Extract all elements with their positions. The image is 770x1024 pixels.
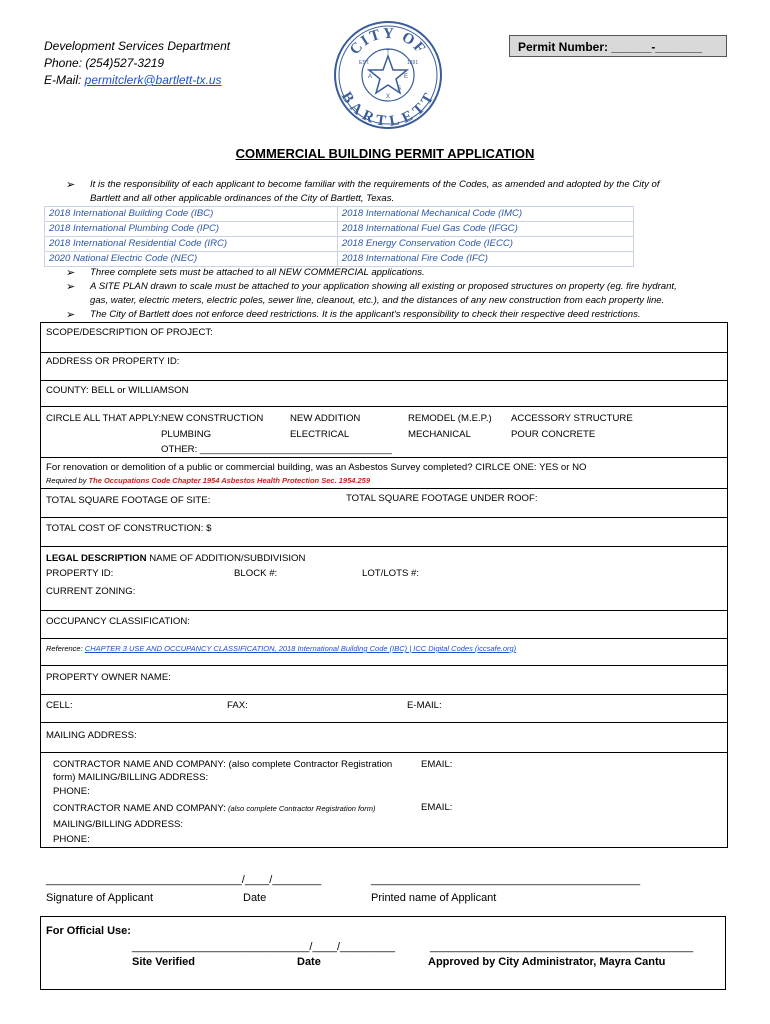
codes-table xyxy=(44,206,634,267)
asbestos-code-reference: The Occupations Code Chapter 1954 Asbestos Health Protection Sec. 1954.259 xyxy=(88,476,371,485)
scope-label[interactable]: SCOPE/DESCRIPTION OF PROJECT: xyxy=(46,327,213,338)
contractor1-email-label[interactable]: EMAIL: xyxy=(421,759,453,770)
option-electrical[interactable]: ELECTRICAL xyxy=(290,429,350,440)
property-owner-label[interactable]: PROPERTY OWNER NAME: xyxy=(46,672,171,683)
divider xyxy=(40,610,728,611)
department-name: Development Services Department xyxy=(44,39,231,53)
signature-label: Signature of Applicant xyxy=(46,892,154,904)
approved-by-label: Approved by City Administrator, Mayra Cantu xyxy=(428,956,666,968)
deed-note: The City of Bartlett does not enforce deed restrictions. It is the applicant's responsibility to check their respective deed restrictions. xyxy=(90,309,641,320)
table-row xyxy=(45,252,634,267)
option-plumbing[interactable]: PLUMBING xyxy=(161,429,212,440)
circle-label: CIRCLE ALL THAT APPLY: xyxy=(46,413,162,424)
option-remodel[interactable]: REMODEL (M.E.P.) xyxy=(408,413,492,424)
occupancy-label[interactable]: OCCUPANCY CLASSIFICATION: xyxy=(46,616,190,627)
approval-line[interactable]: ___________________________________________ xyxy=(430,941,694,953)
permit-number-field[interactable]: Permit Number: ______-_______ xyxy=(509,35,727,57)
divider xyxy=(40,694,728,695)
site-plan-note-1: A SITE PLAN drawn to scale must be attached to your application showing all existing or proposed structures on property (eg. fire hydrant, xyxy=(90,281,677,292)
bullet-arrow-icon: ➢ xyxy=(66,179,76,191)
contractor2-email-label[interactable]: EMAIL: xyxy=(421,802,453,813)
table-row xyxy=(45,222,634,237)
code-cell: 2018 International Fuel Gas Code (IFGC) xyxy=(337,222,633,237)
table-row xyxy=(45,207,634,222)
current-zoning-label[interactable]: CURRENT ZONING: xyxy=(46,586,136,597)
printed-name-label: Printed name of Applicant xyxy=(371,892,497,904)
star-icon xyxy=(369,56,407,93)
code-cell: 2018 International Building Code (IBC) xyxy=(45,207,338,222)
city-seal-logo xyxy=(333,20,443,130)
divider xyxy=(40,352,728,353)
divider xyxy=(40,847,728,848)
icc-reference-link[interactable]: CHAPTER 3 USE AND OCCUPANCY CLASSIFICATION, 2018 International Building Code (IBC) | ICC Digital Codes (iccsafe.org) xyxy=(84,644,517,653)
table-row xyxy=(45,237,634,252)
seal-letter-t: T xyxy=(386,50,390,56)
fax-label[interactable]: FAX: xyxy=(227,700,248,711)
seal-bottom-text: BARTLETT xyxy=(337,89,439,130)
intro-text-2: Bartlett and all other applicable ordinances of the City of Bartlett, Texas. xyxy=(90,193,395,204)
occupancy-reference: Reference: CHAPTER 3 USE AND OCCUPANCY CLASSIFICATION, 2018 International Building Code (IBC) | ICC Digital Codes (iccsafe.org) xyxy=(46,644,517,653)
intro-text-1: It is the responsibility of each applicant to become familiar with the requirements of the Codes, as amended and adopted by the City of xyxy=(90,179,660,190)
legal-description-label: LEGAL DESCRIPTION NAME OF ADDITION/SUBDIVISION xyxy=(46,553,306,564)
divider xyxy=(40,638,728,639)
county-label[interactable]: COUNTY: BELL or WILLIAMSON xyxy=(46,385,189,396)
option-other[interactable]: OTHER: ____________________________________ xyxy=(161,444,392,455)
divider xyxy=(40,322,728,323)
divider xyxy=(40,457,728,458)
phone-number: Phone: (254)527-3219 xyxy=(44,56,165,70)
code-cell: 2018 International Plumbing Code (IPC) xyxy=(45,222,338,237)
option-new-addition[interactable]: NEW ADDITION xyxy=(290,413,361,424)
option-pour-concrete[interactable]: POUR CONCRETE xyxy=(511,429,596,440)
option-accessory[interactable]: ACCESSORY STRUCTURE xyxy=(511,413,633,424)
site-verified-line[interactable]: _____________________________/____/_________ xyxy=(132,941,396,953)
mailing-address-label[interactable]: MAILING ADDRESS: xyxy=(46,730,137,741)
bullet-arrow-icon: ➢ xyxy=(66,267,76,279)
seal-top-text: CITY OF xyxy=(346,25,430,59)
contact-block xyxy=(44,38,230,89)
date-label: Date xyxy=(243,892,267,904)
divider xyxy=(40,380,728,381)
contractor2-phone-label[interactable]: PHONE: xyxy=(53,834,90,845)
option-new-construction[interactable]: NEW CONSTRUCTION xyxy=(161,413,264,424)
official-use-box xyxy=(40,916,726,990)
total-cost-label[interactable]: TOTAL COST OF CONSTRUCTION: $ xyxy=(46,523,212,534)
code-cell: 2018 International Mechanical Code (IMC) xyxy=(337,207,633,222)
asbestos-question[interactable]: For renovation or demolition of a public or commercial building, was an Asbestos Survey completed? CIRLCE ONE: YES or NO xyxy=(46,462,587,473)
site-plan-note-2: gas, water, electric meters, electric poles, sewer line, cleanout, etc.), and the distances of any new construction from each property line. xyxy=(90,295,665,306)
page-title: COMMERCIAL BUILDING PERMIT APPLICATION xyxy=(235,146,535,161)
contractor1-name-label[interactable]: CONTRACTOR NAME AND COMPANY: (also complete Contractor Registration xyxy=(53,759,393,770)
code-cell: 2018 Energy Conservation Code (IECC) xyxy=(337,237,633,252)
official-use-heading: For Official Use: xyxy=(46,925,131,937)
divider xyxy=(40,488,728,489)
sq-footage-site-label[interactable]: TOTAL SQUARE FOOTAGE OF SITE: xyxy=(46,495,211,506)
code-cell: 2020 National Electric Code (NEC) xyxy=(45,252,338,267)
cell-label[interactable]: CELL: xyxy=(46,700,73,711)
property-id-label[interactable]: PROPERTY ID: xyxy=(46,568,114,579)
divider xyxy=(40,722,728,723)
address-label[interactable]: ADDRESS OR PROPERTY ID: xyxy=(46,356,180,367)
divider xyxy=(40,752,728,753)
required-by-note: Required by The Occupations Code Chapter 1954 Asbestos Health Protection Sec. 1954.259 xyxy=(46,476,371,485)
sq-footage-roof-label[interactable]: TOTAL SQUARE FOOTAGE UNDER ROOF: xyxy=(346,493,538,504)
seal-letter-a: A xyxy=(367,74,373,80)
divider xyxy=(40,406,728,407)
seal-year: 1891 xyxy=(407,60,419,66)
lots-label[interactable]: LOT/LOTS #: xyxy=(362,568,420,579)
site-verified-label: Site Verified xyxy=(132,956,195,968)
seal-letter-s: S xyxy=(396,86,402,92)
option-mechanical[interactable]: MECHANICAL xyxy=(408,429,471,440)
email-label[interactable]: E-MAIL: xyxy=(407,700,442,711)
sets-note: Three complete sets must be attached to all NEW COMMERCIAL applications. xyxy=(90,267,425,278)
seal-est: EST. xyxy=(359,60,370,66)
contractor2-name-label[interactable]: CONTRACTOR NAME AND COMPANY: (also complete Contractor Registration form) xyxy=(53,803,376,814)
divider xyxy=(40,546,728,547)
email-line: E-Mail: permitclerk@bartlett-tx.us xyxy=(44,73,222,87)
code-cell: 2018 International Fire Code (IFC) xyxy=(337,252,633,267)
contractor1-billing-label[interactable]: form) MAILING/BILLING ADDRESS: xyxy=(53,772,209,783)
printed-name-line[interactable]: ____________________________________________ xyxy=(371,874,641,886)
seal-letter-e: E xyxy=(403,74,409,80)
email-link[interactable]: permitclerk@bartlett-tx.us xyxy=(84,73,222,87)
bullet-arrow-icon: ➢ xyxy=(66,281,76,293)
seal-letter-x: X xyxy=(385,94,391,100)
contractor1-phone-label[interactable]: PHONE: xyxy=(53,786,90,797)
signature-line[interactable]: ________________________________/____/________ xyxy=(46,874,322,886)
contractor2-billing-label[interactable]: MAILING/BILLING ADDRESS: xyxy=(53,819,184,830)
official-date-label: Date xyxy=(297,956,321,968)
block-label[interactable]: BLOCK #: xyxy=(234,568,278,579)
bullet-arrow-icon: ➢ xyxy=(66,309,76,321)
divider xyxy=(40,665,728,666)
divider xyxy=(40,517,728,518)
code-cell: 2018 International Residential Code (IRC) xyxy=(45,237,338,252)
